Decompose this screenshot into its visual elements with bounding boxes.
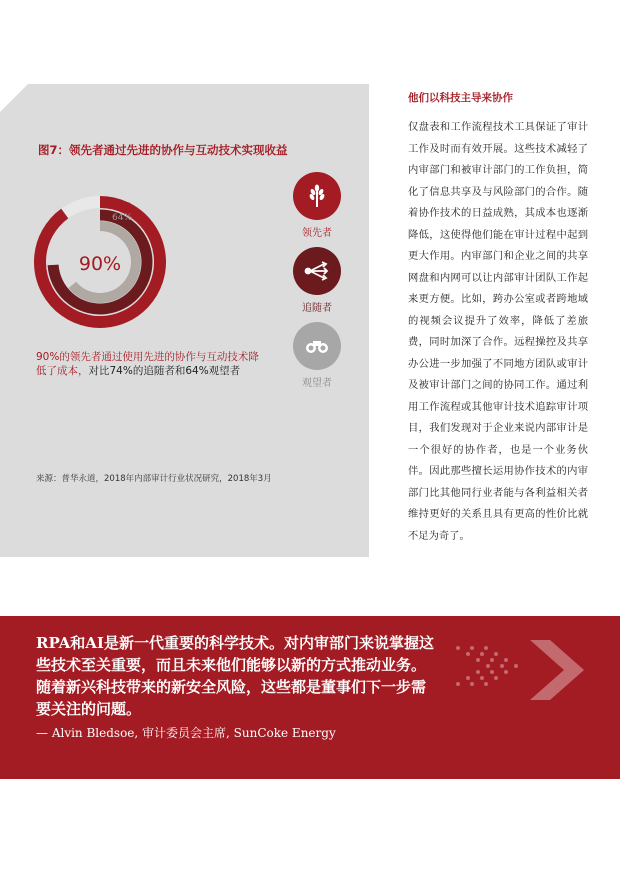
legend-label-leaders: 领先者 (302, 228, 332, 239)
outer-pct-label: 74% (112, 202, 133, 212)
center-value: 90% (78, 253, 122, 275)
legend-item-observers (287, 322, 347, 389)
quote-text: RPA和AI是新一代重要的科学技术。对内审部门来说掌握这些技术至关重要，而且未来他们能够以新的方式推动业务。随着新兴科技带来的新安全风险，这些都是董事们下一步需要关注的问题。 (36, 634, 434, 718)
sidebar (408, 90, 588, 547)
sidebar-body: 仅盘表和工作流程技术工具保证了审计工作及时而有效开展。这些技术减轻了内审部门和被审计部门的工作负担，简化了信息共享及与风险部门的合作。随着协作技术的日益成熟，其成本也逐渐降低，这使得他们能在审计过程中起到更大作用。内审部门和企业之间的共享网盘和内网可以让内部审计团队工作起来更方便。比如，跨办公室或者跨地域的视频会议提升了效率，降低了差旅费，同时加深了合作。远程操控及共享办公进一步加强了不同地方团队或审计及被审计部门之间的协同工作。通过利用工作流程或其他审计技术追踪审计项目，我们发现对于企业来说内部审计是一个很好的协作者，也是一个业务伙伴。因此那些擅长运用协作技术的内审部门比其他同行业者能与各利益相关者维持更好的关系且具有更高的性价比就不足为奇了。 (408, 121, 588, 542)
network-arrows-icon (293, 247, 341, 295)
figure-caption (36, 350, 266, 378)
legend-item-followers (287, 247, 347, 314)
quote-attribution: — Alvin Bledsoe, 审计委员会主席, SunCoke Energy (36, 726, 336, 740)
inner-pct-label: 64% (112, 213, 133, 223)
caption-red: 90%的领先者通过使用先进的协作与互动技术降低了成本， (36, 351, 259, 377)
sidebar-heading: 他们以科技主导来协作 (408, 92, 513, 104)
donut-chart (30, 192, 170, 332)
figure-source: 来源：普华永道，2018年内部审计行业状况研究，2018年3月 (36, 474, 272, 484)
quote-band (0, 616, 620, 779)
legend-item-leaders (287, 172, 347, 239)
chevron-dots-decoration (450, 636, 590, 706)
binoculars-icon (293, 322, 341, 370)
figure-title: 图7：领先者通过先进的协作与互动技术实现收益 (38, 143, 288, 157)
legend-label-observers: 观望者 (302, 378, 332, 389)
legend-label-followers: 追随者 (302, 303, 332, 314)
panel-notch (0, 84, 28, 112)
legend (287, 172, 347, 397)
caption-black: 对比74%的追随者和64%观望者 (88, 365, 241, 377)
wheat-icon (293, 172, 341, 220)
figure-panel (0, 84, 369, 557)
